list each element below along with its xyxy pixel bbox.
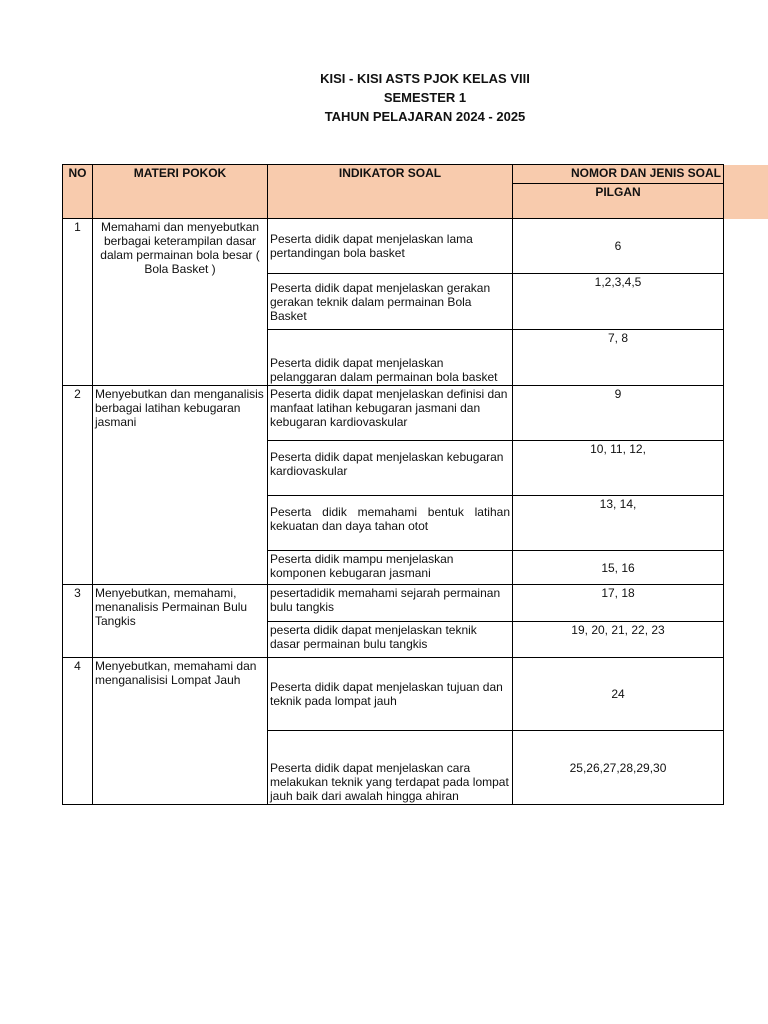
nomor-soal-cell: 19, 20, 21, 22, 23 xyxy=(513,622,724,658)
nomor-soal-cell: 24 xyxy=(513,658,724,731)
header-pilgan: PILGAN xyxy=(513,184,724,219)
indikator-cell: Peserta didik memahami bentuk latihan kekuatan dan daya tahan otot xyxy=(268,496,513,551)
indikator-cell: Peserta didik dapat menjelaskan gerakan gerakan teknik dalam permainan Bola Basket xyxy=(268,274,513,330)
table-row xyxy=(63,658,724,731)
indikator-cell: pesertadidik memahami sejarah permainan bulu tangkis xyxy=(268,585,513,622)
materi-pokok-cell: Menyebutkan dan menganalisis berbagai latihan kebugaran jasmani xyxy=(93,386,268,585)
indikator-cell: peserta didik dapat menjelaskan teknik dasar permainan bulu tangkis xyxy=(268,622,513,658)
nomor-soal-cell: 25,26,27,28,29,30 xyxy=(513,731,724,805)
nomor-soal-cell: 1,2,3,4,5 xyxy=(513,274,724,330)
nomor-soal-cell: 9 xyxy=(513,386,724,441)
materi-pokok-cell: Menyebutkan, memahami dan menganalisisi Lompat Jauh xyxy=(93,658,268,805)
title-line-1: KISI - KISI ASTS PJOK KELAS VIII xyxy=(320,71,530,86)
document-title xyxy=(0,69,768,126)
table-row xyxy=(63,386,724,441)
nomor-soal-cell: 13, 14, xyxy=(513,496,724,551)
materi-pokok-cell: Menyebutkan, memahami, menanalisis Permainan Bulu Tangkis xyxy=(93,585,268,658)
header-nomor-jenis-soal: NOMOR DAN JENIS SOAL xyxy=(513,165,724,184)
title-line-2: SEMESTER 1 xyxy=(383,90,467,105)
row-no: 2 xyxy=(63,386,93,585)
nomor-soal-cell: 15, 16 xyxy=(513,551,724,585)
row-no: 4 xyxy=(63,658,93,805)
header-materi-pokok: MATERI POKOK xyxy=(93,165,268,219)
indikator-cell: Peserta didik dapat menjelaskan kebugaran kardiovaskular xyxy=(268,441,513,496)
nomor-soal-cell: 6 xyxy=(513,219,724,274)
indikator-cell: Peserta didik dapat menjelaskan lama pertandingan bola basket xyxy=(268,219,513,274)
nomor-soal-cell: 17, 18 xyxy=(513,585,724,622)
title-line-3: TAHUN PELAJARAN 2024 - 2025 xyxy=(324,109,526,124)
table-row xyxy=(63,585,724,622)
indikator-cell: Peserta didik dapat menjelaskan definisi dan manfaat latihan kebugaran jasmani dan kebugaran kardiovaskular xyxy=(268,386,513,441)
nomor-soal-cell: 10, 11, 12, xyxy=(513,441,724,496)
indikator-cell: Peserta didik dapat menjelaskan tujuan dan teknik pada lompat jauh xyxy=(268,658,513,731)
table-row xyxy=(63,219,724,274)
kisi-table xyxy=(62,164,724,805)
indikator-cell: Peserta didik dapat menjelaskan pelanggaran dalam permainan bola basket xyxy=(268,330,513,386)
materi-pokok-cell: Memahami dan menyebutkan berbagai keterampilan dasar dalam permainan bola besar ( Bola Basket ) xyxy=(93,219,268,386)
header-no: NO xyxy=(63,165,93,219)
indikator-cell: Peserta didik dapat menjelaskan cara melakukan teknik yang terdapat pada lompat jauh baik dari awalah hingga ahiran xyxy=(268,731,513,805)
header-indikator-soal: INDIKATOR SOAL xyxy=(268,165,513,219)
nomor-soal-cell: 7, 8 xyxy=(513,330,724,386)
row-no: 1 xyxy=(63,219,93,386)
row-no: 3 xyxy=(63,585,93,658)
indikator-cell: Peserta didik mampu menjelaskan komponen kebugaran jasmani xyxy=(268,551,513,585)
